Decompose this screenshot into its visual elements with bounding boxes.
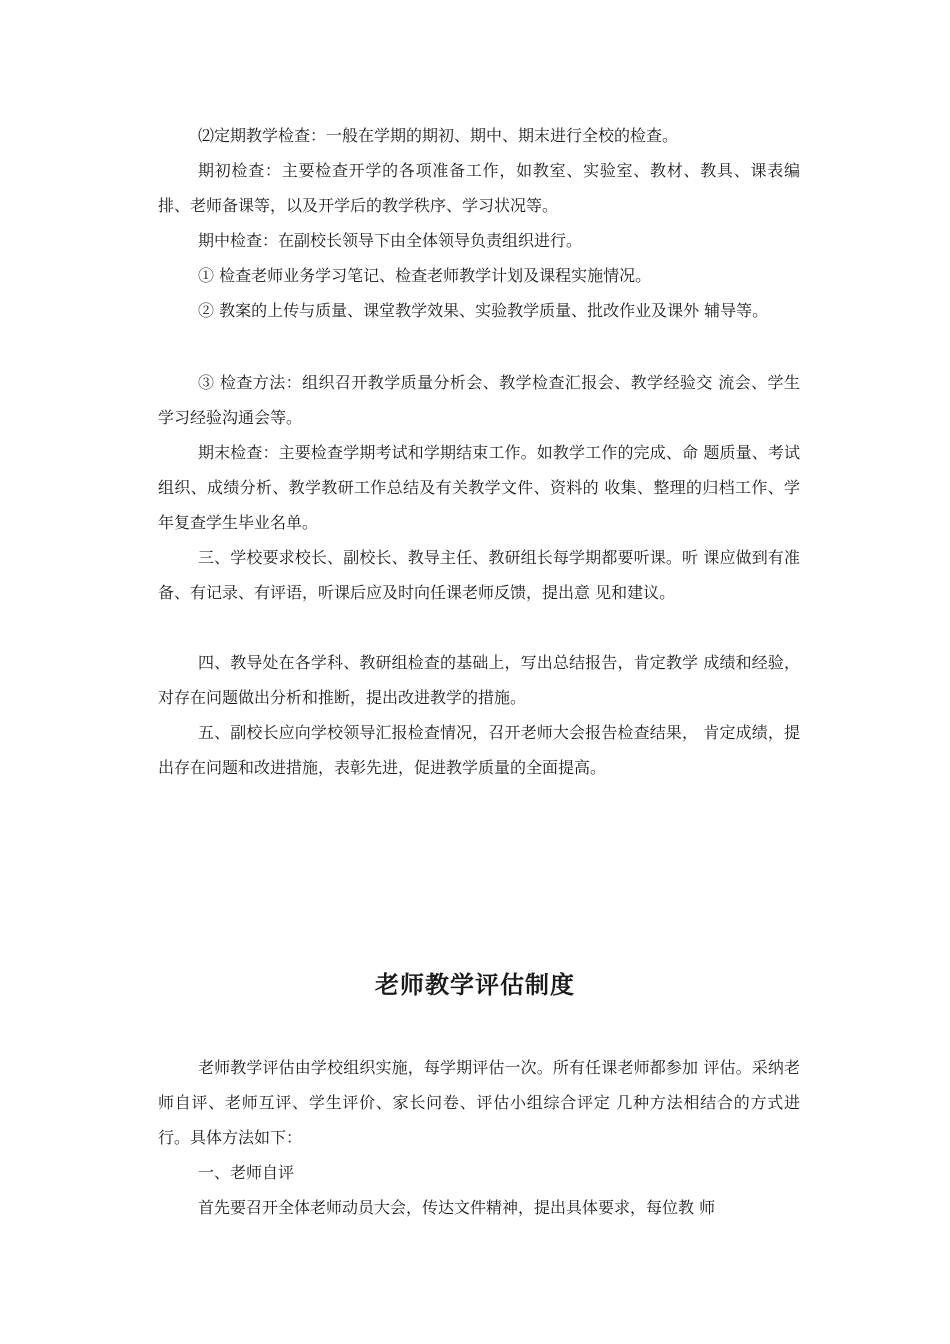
paragraph-summary-report: 四、教导处在各学科、教研组检查的基础上，写出总结报告，肯定教学 成绩和经验，对存在问题做出分析和推断，提出改进教学的措施。 <box>158 653 800 707</box>
paragraph-periodic-inspection: ⑵定期教学检查：一般在学期的期初、期中、期末进行全校的检查。 <box>198 126 679 145</box>
paragraph-lesson-observation: 三、学校要求校长、副校长、教导主任、教研组长每学期都要听课。听 课应做到有准备、有记录、有评语，听课后应及时向任课老师反馈，提出意 见和建议。 <box>158 548 800 602</box>
paragraph-item-1: ① 检查老师业务学习笔记、检查老师教学计划及课程实施情况。 <box>198 266 652 285</box>
paragraph-evaluation-intro: 老师教学评估由学校组织实施，每学期评估一次。所有任课老师都参加 评估。采纳老师自评、老师互评、学生评价、家长问卷、评估小组综合评定 几种方法相结合的方式进行。具体方法如下： <box>158 1058 800 1147</box>
paragraph-report-results: 五、副校长应向学校领导汇报检查情况，召开老师大会报告检查结果， 肯定成绩，提出存在问题和改进措施，表彰先进，促进教学质量的全面提高。 <box>158 723 800 777</box>
paragraph-item-2: ② 教案的上传与质量、课堂教学效果、实验教学质量、批改作业及课外 辅导等。 <box>198 301 769 320</box>
section-title: 老师教学评估制度 <box>375 970 575 999</box>
paragraph-self-evaluation: 首先要召开全体老师动员大会，传达文件精神，提出具体要求，每位教 师 <box>198 1198 716 1217</box>
paragraph-item-3: ③ 检查方法：组织召开教学质量分析会、教学检查汇报会、教学经验交 流会、学生学习经验沟通会等。 <box>158 373 800 427</box>
paragraph-self-evaluation-heading: 一、老师自评 <box>198 1163 295 1182</box>
paragraph-start-of-term: 期初检查：主要检查开学的各项准备工作，如教室、实验室、教材、教具、课表编排、老师备课等，以及开学后的教学秩序、学习状况等。 <box>158 161 800 215</box>
paragraph-end-of-term: 期末检查：主要检查学期考试和学期结束工作。如教学工作的完成、命 题质量、考试组织、成绩分析、教学教研工作总结及有关教学文件、资料的 收集、整理的归档工作、学年复查学生毕业名单。 <box>158 443 800 532</box>
paragraph-mid-term: 期中检查：在副校长领导下由全体领导负责组织进行。 <box>198 231 583 250</box>
